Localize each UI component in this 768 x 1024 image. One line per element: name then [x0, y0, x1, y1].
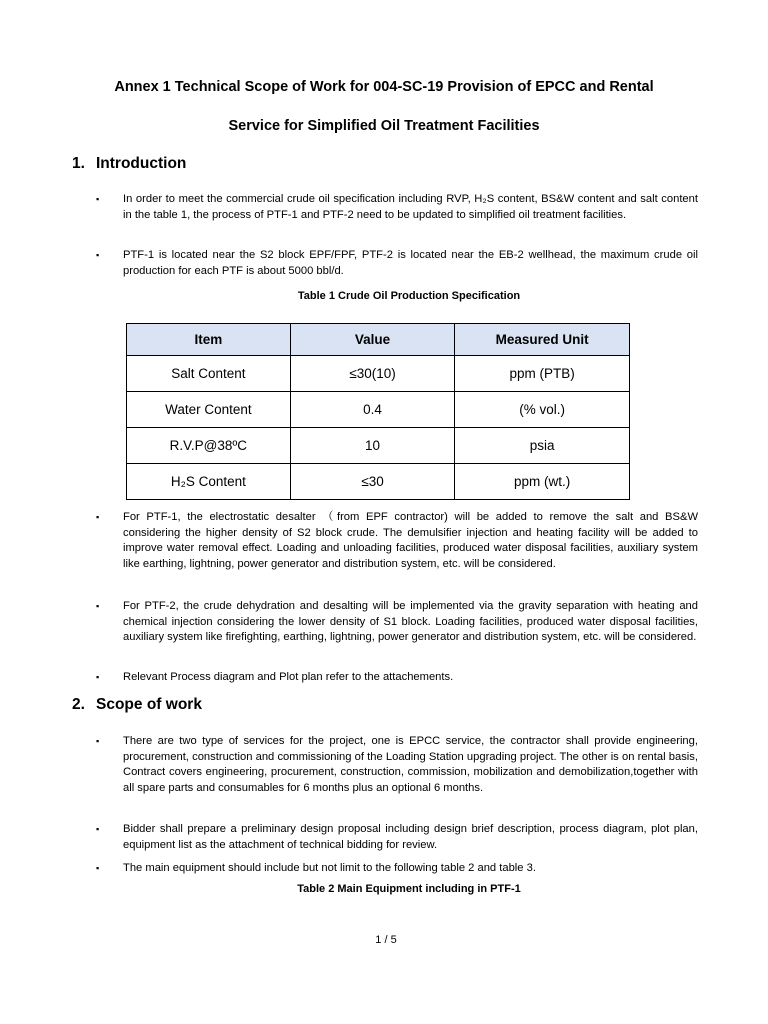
table-row — [127, 464, 630, 500]
table-1-caption: Table 1 Crude Oil Production Specification — [297, 290, 521, 302]
table-cell: Salt Content — [127, 356, 291, 392]
bullet-text: PTF-1 is located near the S2 block EPF/FPF, PTF-2 is located near the EB-2 wellhead, the maximum crude oil production for each PTF is about 5000 bbl/d. — [123, 249, 698, 277]
table-cell: R.V.P@38ºC — [127, 428, 291, 464]
bullet-icon: ▪ — [96, 601, 100, 611]
table-cell: ppm (PTB) — [455, 356, 630, 392]
bullet-text: The main equipment should include but not limit to the following table 2 and table 3. — [123, 862, 536, 874]
bullet-icon: ▪ — [96, 863, 100, 873]
table-cell: psia — [455, 428, 630, 464]
table-cell: 10 — [290, 428, 455, 464]
bullet-icon: ▪ — [96, 736, 100, 746]
table-header-cell: Measured Unit — [455, 324, 630, 356]
table-2-caption: Table 2 Main Equipment including in PTF-1 — [297, 883, 521, 895]
document-title-line-1: Annex 1 Technical Scope of Work for 004-SC-19 Provision of EPCC and Rental — [114, 79, 654, 95]
section-2-heading — [72, 696, 202, 714]
section-2-title: Scope of work — [96, 696, 202, 713]
bullet-icon: ▪ — [96, 194, 100, 204]
crude-oil-spec-table — [126, 323, 630, 500]
bullet-text: Bidder shall prepare a preliminary design proposal including design brief description, process diagram, plot plan, equipment list as the attachment of technical bidding for review. — [123, 823, 698, 851]
table-header-row — [127, 324, 630, 356]
table-cell: ≤30(10) — [290, 356, 455, 392]
page-number: 1 / 5 — [375, 934, 397, 946]
table-cell: H₂S Content — [127, 464, 291, 500]
bullet-text: For PTF-1, the electrostatic desalter （from EPF contractor) will be added to remove the salt and BS&W considering the higher density of S2 block crude. The demulsifier injection and heating facility will be added to improve water removal effect. Loading and unloading facilities, produced water disposal facilities, auxiliary system like earthing, lightning, power generator and distribution system, etc. will be considered. — [123, 511, 698, 570]
bullet-text: Relevant Process diagram and Plot plan refer to the attachements. — [123, 671, 454, 683]
table-row — [127, 356, 630, 392]
section-1-title: Introduction — [96, 155, 187, 172]
table-cell: (% vol.) — [455, 392, 630, 428]
document-title-line-2: Service for Simplified Oil Treatment Facilities — [228, 118, 540, 134]
section-1-number: 1. — [72, 155, 85, 172]
table-header-cell: Item — [127, 324, 291, 356]
table-cell: 0.4 — [290, 392, 455, 428]
table-cell: ppm (wt.) — [455, 464, 630, 500]
bullet-icon: ▪ — [96, 824, 100, 834]
table-row — [127, 392, 630, 428]
bullet-text: In order to meet the commercial crude oil specification including RVP, H₂S content, BS&W content and salt content in the table 1, the process of PTF-1 and PTF-2 need to be updated to simplified oil treatment facilities. — [123, 193, 698, 221]
table-header-cell: Value — [290, 324, 455, 356]
section-1-heading — [72, 155, 186, 173]
table-row — [127, 428, 630, 464]
bullet-text: There are two type of services for the project, one is EPCC service, the contractor shall provide engineering, procurement, construction and commissioning of the Loading Station upgrading project. The other is on rental basis, Contract covers engineering, procurement, construction, commission, mobilization and demobilization,together with all spare parts and consumables for 6 months plus an optional 6 months. — [123, 735, 698, 794]
bullet-icon: ▪ — [96, 672, 100, 682]
table-cell: ≤30 — [290, 464, 455, 500]
bullet-icon: ▪ — [96, 250, 100, 260]
bullet-text: For PTF-2, the crude dehydration and desalting will be implemented via the gravity separation with heating and chemical injection considering the lower density of S1 block. Loading facilities, produced water disposal facilities, auxiliary system like firefighting, earthing, lightning, power generator and distribution system, etc. will be considered. — [123, 600, 698, 644]
bullet-icon: ▪ — [96, 512, 100, 522]
table-cell: Water Content — [127, 392, 291, 428]
section-2-number: 2. — [72, 696, 85, 713]
